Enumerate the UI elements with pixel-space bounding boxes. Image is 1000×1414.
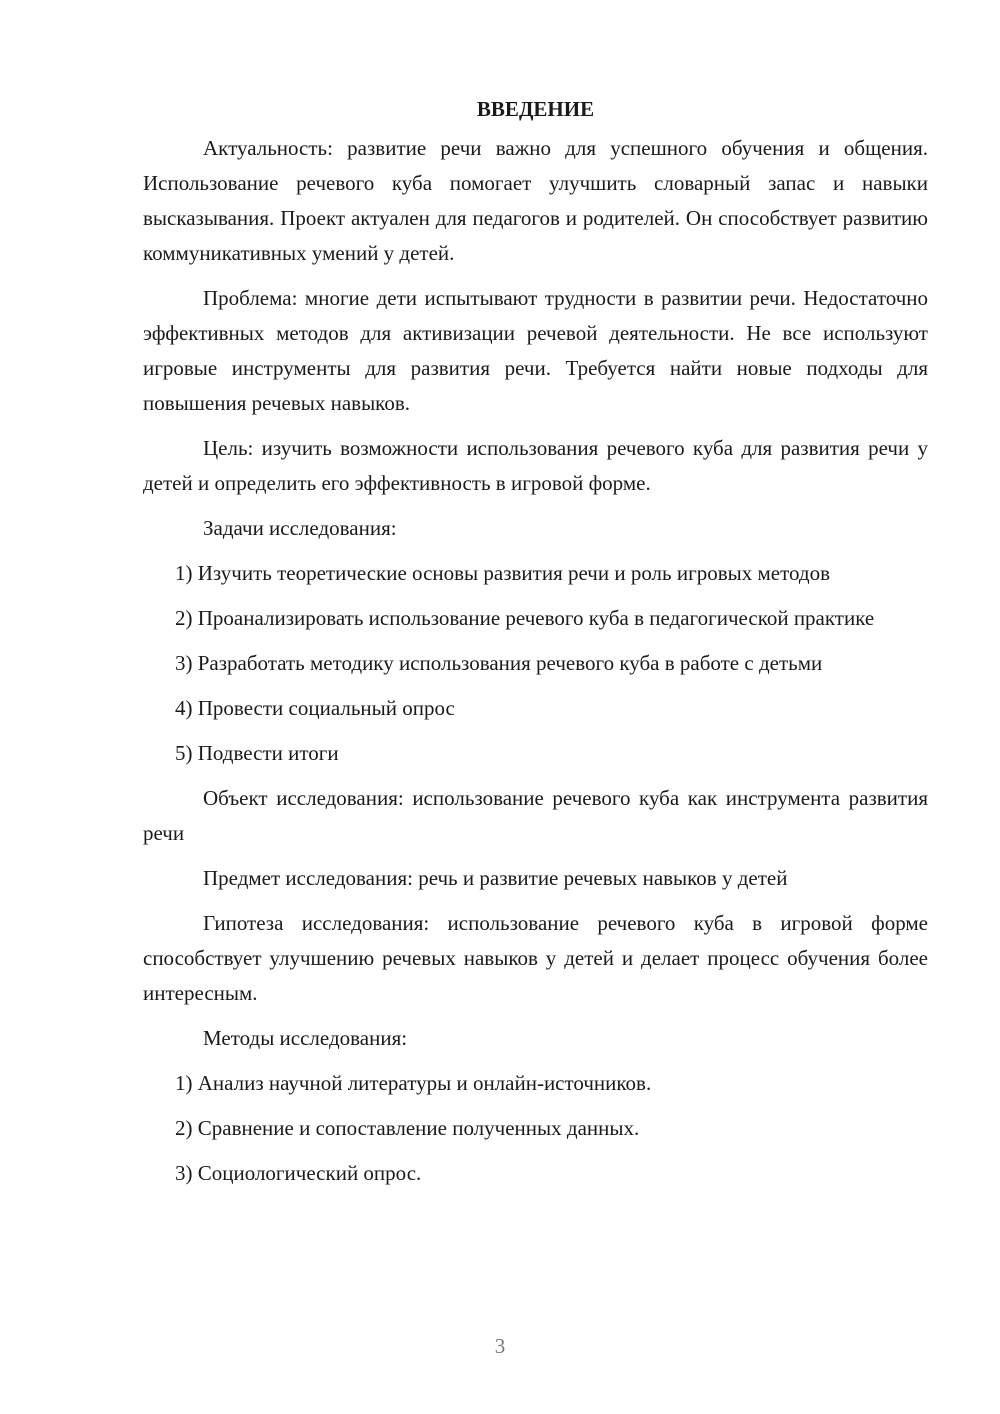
paragraph-goal: Цель: изучить возможности использования речевого куба для развития речи у детей и определить его эффективность в игровой форме. — [143, 436, 928, 495]
task-item-3: 3) Разработать методику использования речевого куба в работе с детьми — [175, 651, 823, 675]
page-number: 3 — [494, 1334, 506, 1358]
paragraph-hypothesis: Гипотеза исследования: использование речевого куба в игровой форме способствует улучшению речевых навыков у детей и делает процесс обучения более интересным. — [143, 911, 928, 1005]
task-item-5: 5) Подвести итоги — [175, 741, 339, 765]
section-heading: ВВЕДЕНИЕ — [476, 97, 595, 121]
task-item-2: 2) Проанализировать использование речевого куба в педагогической практике — [175, 606, 875, 630]
paragraph-problem: Проблема: многие дети испытывают трудности в развитии речи. Недостаточно эффективных методов для активизации речевой деятельности. Не все используют игровые инструменты для развития речи. Требуется найти новые подходы для повышения речевых навыков. — [143, 286, 928, 415]
task-item-1: 1) Изучить теоретические основы развития речи и роль игровых методов — [175, 561, 830, 585]
paragraph-subject: Предмет исследования: речь и развитие речевых навыков у детей — [203, 866, 788, 890]
document-page — [143, 92, 928, 1201]
tasks-title: Задачи исследования: — [203, 516, 397, 540]
method-item-3: 3) Социологический опрос. — [175, 1161, 422, 1185]
task-item-4: 4) Провести социальный опрос — [175, 696, 455, 720]
method-item-1: 1) Анализ научной литературы и онлайн-источников. — [175, 1071, 652, 1095]
paragraph-object: Объект исследования: использование речевого куба как инструмента развития речи — [143, 786, 928, 845]
methods-title: Методы исследования: — [203, 1026, 408, 1050]
method-item-2: 2) Сравнение и сопоставление полученных данных. — [175, 1116, 640, 1140]
paragraph-relevance: Актуальность: развитие речи важно для успешного обучения и общения. Использование речевого куба помогает улучшить словарный запас и навыки высказывания. Проект актуален для педагогов и родителей. Он способствует развитию коммуникативных умений у детей. — [143, 136, 928, 265]
